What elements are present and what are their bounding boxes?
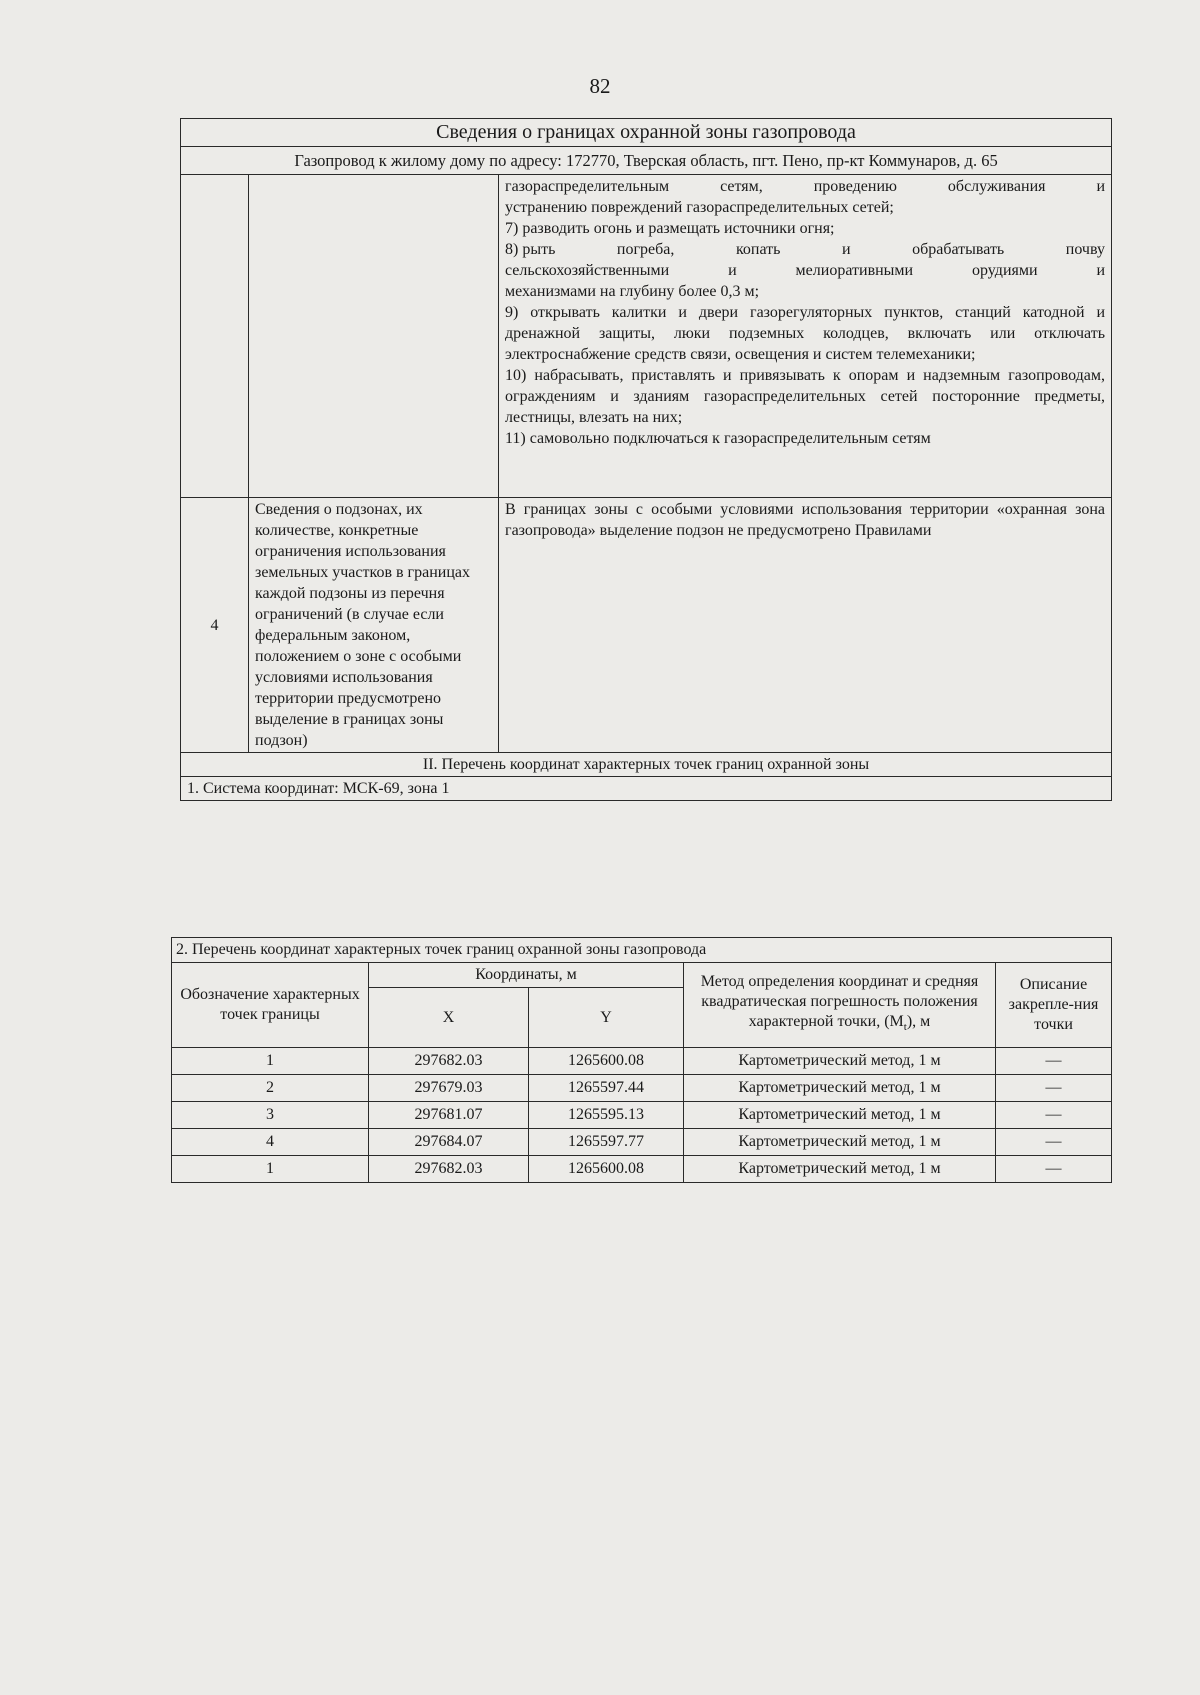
word: орудиями (972, 262, 1038, 279)
cell-point: 2 (172, 1075, 369, 1102)
cell-y: 1265600.08 (529, 1048, 684, 1075)
word: газораспределительным (505, 178, 670, 195)
restriction-line-2: устранению повреждений газораспределительных сетей; (505, 199, 894, 216)
cell-point: 3 (172, 1102, 369, 1129)
restrictions-cell (499, 175, 1112, 498)
row-4-value: В границах зоны с особыми условиями использования территории «охранная зона газопровода» выделение подзон не предусмотрено Правилами (499, 498, 1112, 753)
restriction-item-10: 10) набрасывать, приставлять и привязывать к опорам и надземным газопроводам, ограждениям и зданиям газораспределительных сетей посторонние предметы, лестницы, влезать на них; (505, 367, 1106, 426)
cell-description: — (996, 1129, 1112, 1156)
cell-method: Картометрический метод, 1 м (684, 1102, 996, 1129)
cell-method: Картометрический метод, 1 м (684, 1075, 996, 1102)
header-x: X (369, 988, 529, 1048)
cell-x: 297681.07 (369, 1102, 529, 1129)
row-label-cell (249, 175, 499, 498)
header-description: Описание закрепле-ния точки (996, 963, 1112, 1048)
row-4-label: Сведения о подзонах, их количестве, конкретные ограничения использования земельных участков в границах каждой подзоны из перечня ограничений (в случае если федеральным законом, положением о зоне с особыми условиями использования территории предусмотрено выделение в границах зоны подзон) (249, 498, 499, 753)
word: и (841, 241, 851, 258)
restriction-item-7: 7) разводить огонь и размещать источники огня; (505, 220, 835, 237)
cell-method: Картометрический метод, 1 м (684, 1048, 996, 1075)
word: почву (1065, 241, 1105, 258)
header-method (684, 963, 996, 1048)
restriction-line-1 (505, 176, 1105, 197)
cell-point: 1 (172, 1156, 369, 1183)
cell-point: 4 (172, 1129, 369, 1156)
cell-description: — (996, 1075, 1112, 1102)
row-4-number: 4 (181, 498, 249, 753)
word: и (728, 262, 737, 279)
cell-x: 297684.07 (369, 1129, 529, 1156)
section-2-title: II. Перечень координат характерных точек границ охранной зоны (181, 753, 1112, 777)
table-row (172, 1075, 1112, 1102)
cell-method: Картометрический метод, 1 м (684, 1129, 996, 1156)
restriction-item-8-line-2 (505, 260, 1105, 281)
restriction-item-8-line-3: механизмами на глубину более 0,3 м; (505, 283, 760, 300)
word: 8) рыть (505, 241, 556, 258)
word: проведению (813, 178, 897, 195)
word: мелиоративными (795, 262, 914, 279)
word: сетям, (720, 178, 763, 195)
cell-point: 1 (172, 1048, 369, 1075)
header-method-subscript: t (903, 1021, 907, 1034)
word: сельскохозяйственными (505, 262, 670, 279)
restriction-item-9: 9) открывать калитки и двери газорегуляторных пунктов, станций катодной и дренажной защиты, люки подземных колодцев, включать или отключать электроснабжение средств связи, освещения и систем телемеханики; (505, 304, 1106, 363)
word: копать (735, 241, 781, 258)
cell-y: 1265595.13 (529, 1102, 684, 1129)
row-number-cell (181, 175, 249, 498)
header-y: Y (529, 988, 684, 1048)
coordinate-system: 1. Система координат: МСК-69, зона 1 (181, 777, 1112, 801)
cell-description: — (996, 1156, 1112, 1183)
cell-description: — (996, 1102, 1112, 1129)
cell-x: 297682.03 (369, 1048, 529, 1075)
restriction-item-11: 11) самовольно подключаться к газораспределительным сетям (505, 430, 931, 447)
cell-y: 1265597.77 (529, 1129, 684, 1156)
header-coordinates: Координаты, м (369, 963, 684, 988)
document-title: Сведения о границах охранной зоны газопровода (181, 119, 1112, 147)
object-address: Газопровод к жилому дому по адресу: 172770, Тверская область, пгт. Пено, пр-кт Коммунаров, д. 65 (181, 147, 1112, 175)
word: и (1096, 178, 1105, 195)
table-row (172, 1156, 1112, 1183)
table-row (172, 1129, 1112, 1156)
word: и (1096, 262, 1105, 279)
cell-description: — (996, 1048, 1112, 1075)
word: обслуживания (947, 178, 1046, 195)
header-method-end: ), м (906, 1013, 931, 1031)
table-row (172, 1048, 1112, 1075)
header-designation: Обозначение характерных точек границы (172, 963, 369, 1048)
coordinates-table (171, 937, 1112, 1183)
coordinates-list-title: 2. Перечень координат характерных точек границ охранной зоны газопровода (172, 938, 1112, 963)
table-row (172, 1102, 1112, 1129)
zone-info-table (180, 118, 1112, 801)
word: погреба, (616, 241, 675, 258)
header-method-text: Метод определения координат и средняя квадратическая погрешность положения характерной точки, (M (700, 973, 979, 1031)
cell-y: 1265597.44 (529, 1075, 684, 1102)
restriction-item-8-line-1 (505, 239, 1105, 260)
cell-x: 297682.03 (369, 1156, 529, 1183)
page-number: 82 (589, 74, 611, 98)
cell-y: 1265600.08 (529, 1156, 684, 1183)
cell-x: 297679.03 (369, 1075, 529, 1102)
word: обрабатывать (912, 241, 1005, 258)
cell-method: Картометрический метод, 1 м (684, 1156, 996, 1183)
